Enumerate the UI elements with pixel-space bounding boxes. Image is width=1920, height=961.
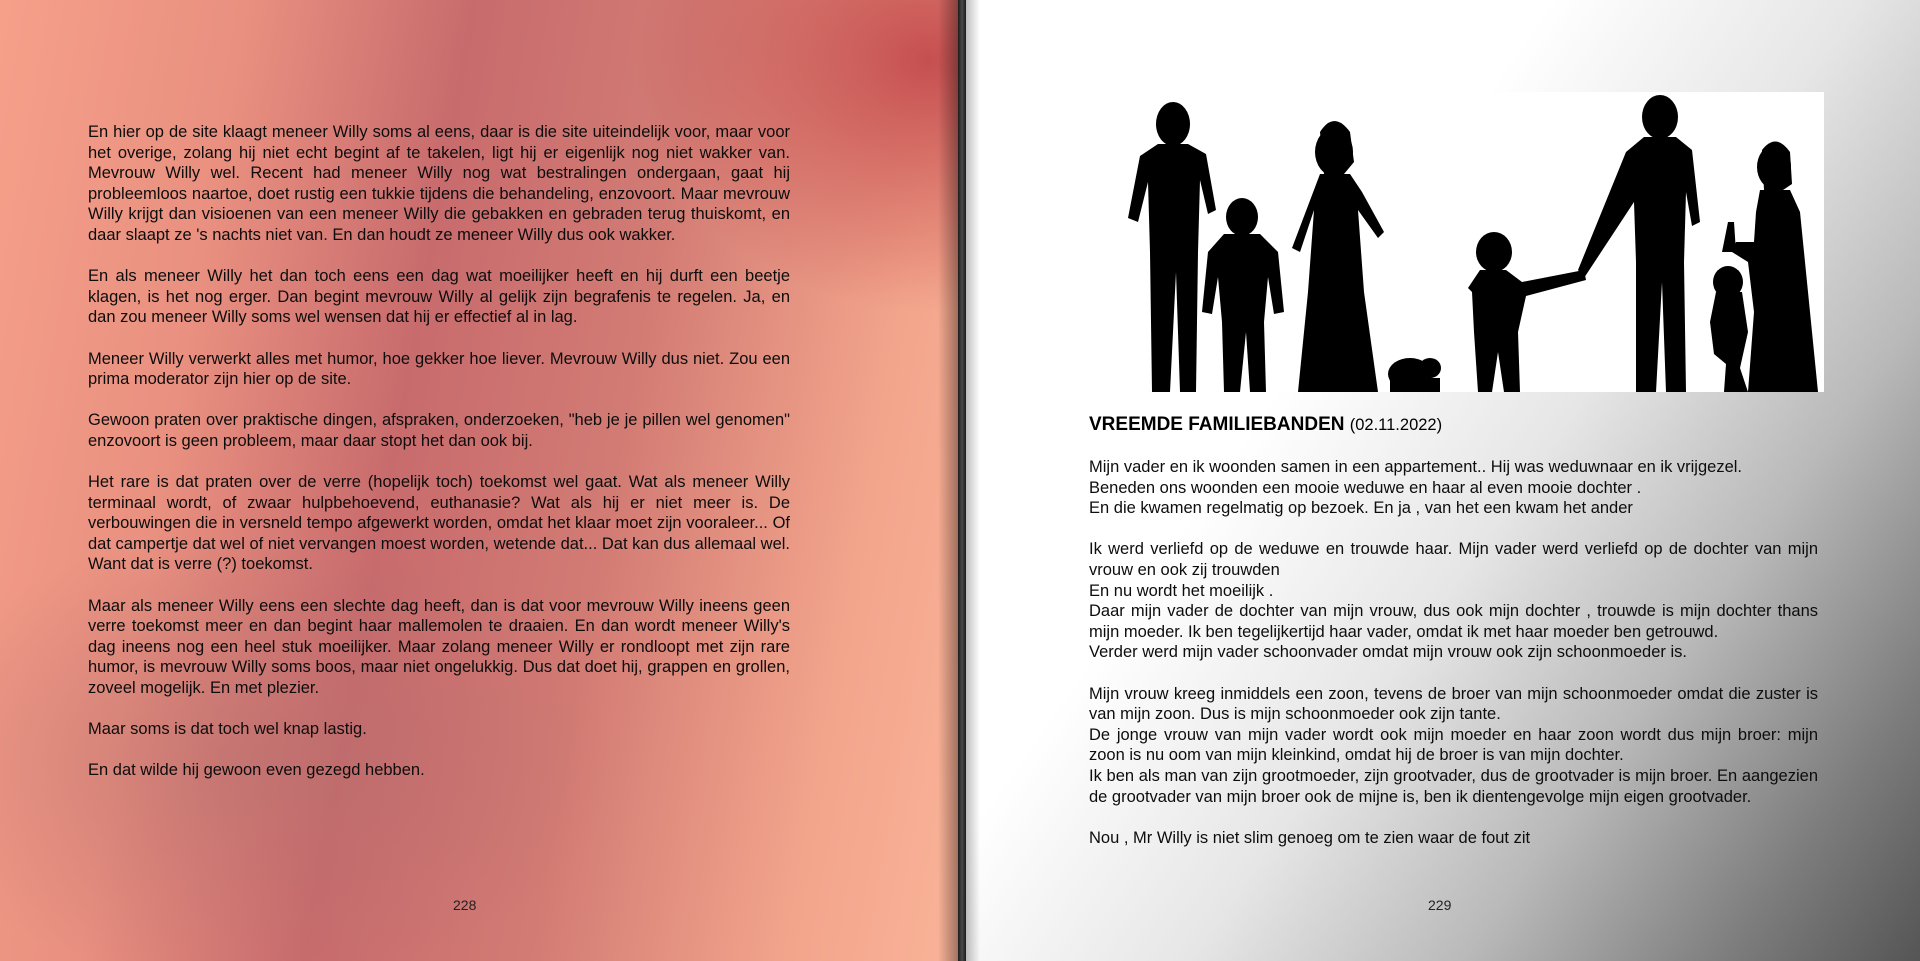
paragraph: Gewoon praten over praktische dingen, afspraken, onderzoeken, "heb je je pillen wel genomen" enzovoort is geen probleem, maar daar stopt het dan ook bij. bbox=[88, 411, 790, 450]
text-line: Daar mijn vader de dochter van mijn vrouw, dus ook mijn dochter , trouwde is mijn dochter thans mijn moeder. Ik ben tegelijkertijd haar vader, omdat ik met haar moeder ben getrouwd. bbox=[1089, 602, 1818, 641]
paragraph bbox=[1089, 457, 1818, 519]
paragraph: En hier op de site klaagt meneer Willy soms al eens, daar is die site uiteindelijk voor, maar voor het overige, zolang hij niet echt begint af te takelen, ligt hij er eigenlijk nog niet wakker van. Mevrouw Willy wel. Recent had meneer Willy nog wat bestralingen ondergaan, gaat hij probleemloos naartoe, doet rustig een tukkie tijdens die behandeling, enzovoort. Maar mevrouw Willy krijgt dan visioenen van een meneer Willy die gebakken en gebraden terug thuiskomt, en daar slaapt ze 's nachts niet van. En dan houdt ze meneer Willy dus ook wakker. bbox=[88, 123, 790, 244]
paragraph bbox=[1089, 539, 1818, 663]
paragraph: En dat wilde hij gewoon even gezegd hebben. bbox=[88, 761, 425, 780]
text-line: Mijn vader en ik woonden samen in een appartement.. Hij was weduwnaar en ik vrijgezel. bbox=[1089, 458, 1743, 476]
right-page-text bbox=[1089, 457, 1818, 869]
text-line: Nou , Mr Willy is niet slim genoeg om te zien waar de fout zit bbox=[1089, 828, 1531, 847]
paragraph: Maar als meneer Willy eens een slechte dag heeft, dan is dat voor mevrouw Willy ineens geen verre toekomst meer en dan begint haar mallemolen te draaien. En dan wordt meneer Willy's dag ineens nog een heel stuk moeilijker. Maar zolang meneer Willy er rondloopt met zijn rare humor, is mevrouw Willy soms boos, maar niet ongelukkig. Dus dat doet hij, grappen en grollen, zoveel mogelijk. En met plezier. bbox=[88, 596, 790, 698]
text-line: Ik werd verliefd op de weduwe en trouwde haar. Mijn vader werd verliefd op de dochter van mijn vrouw en ook zij trouwden bbox=[1089, 540, 1818, 579]
article-heading bbox=[1089, 414, 1442, 436]
article-title: VREEMDE FAMILIEBANDEN bbox=[1089, 414, 1345, 435]
book-spine bbox=[958, 0, 966, 961]
family-silhouette-illustration bbox=[1088, 92, 1824, 392]
paragraph bbox=[1089, 828, 1818, 849]
paragraph bbox=[1089, 684, 1818, 808]
left-page-text bbox=[88, 122, 790, 802]
text-line: De jonge vrouw van mijn vader wordt ook mijn moeder en haar zoon wordt dus mijn broer: mijn zoon is nu oom van mijn kleinkind, omdat hij de broer is van mijn dochter. bbox=[1089, 725, 1818, 765]
text-line: Ik ben als man van zijn grootmoeder, zijn grootvader, dus de grootvader is mijn broer. En aangezien de grootvader van mijn broer ook de mijne is, ben ik dientengevolge mijn eigen grootvader. bbox=[1089, 766, 1818, 806]
left-page bbox=[0, 0, 958, 961]
paragraph: En als meneer Willy het dan toch eens een dag wat moeilijker heeft en hij durft een beetje klagen, is het nog erger. Dan begint mevrouw Willy al gelijk zijn begrafenis te regelen. Ja, en dan zou meneer Willy soms wel wensen dat hij er effectief al in lag. bbox=[88, 267, 790, 327]
text-line: En die kwamen regelmatig op bezoek. En ja , van het een kwam het ander bbox=[1089, 499, 1633, 518]
family-silhouette-image bbox=[1088, 92, 1824, 392]
text-line: Verder werd mijn vader schoonvader omdat mijn vrouw ook zijn schoonmoeder is. bbox=[1089, 643, 1687, 662]
right-page bbox=[966, 0, 1920, 961]
paragraph: Maar soms is dat toch wel knap lastig. bbox=[88, 720, 367, 739]
paragraph: Het rare is dat praten over de verre (hopelijk toch) toekomst wel gaat. Wat als meneer Willy terminaal wordt, of zwaar hulpbehoevend, euthanasie? Wat als hij er niet meer is. De verbouwingen die in versneld tempo afgewerkt worden, omdat het klaar moet zijn vooraleer... Of dat campertje dat wel of niet vervangen moest worden, wetende dat... Dat kan dus allemaal wel. Want dat is verre (?) toekomst. bbox=[88, 473, 790, 574]
text-line: Beneden ons woonden een mooie weduwe en haar al even mooie dochter . bbox=[1089, 478, 1642, 497]
text-line: En nu wordt het moeilijk . bbox=[1089, 581, 1274, 600]
page-number-left: 228 bbox=[453, 897, 477, 913]
text-line: Mijn vrouw kreeg inmiddels een zoon, tevens de broer van mijn schoonmoeder omdat die zuster is van mijn zoon. Dus is mijn schoonmoeder ook zijn tante. bbox=[1089, 684, 1818, 724]
paragraph: Meneer Willy verwerkt alles met humor, hoe gekker hoe liever. Mevrouw Willy dus niet. Zou een prima moderator zijn hier op de site. bbox=[88, 349, 790, 389]
page-number-right: 229 bbox=[1428, 897, 1452, 913]
article-date: (02.11.2022) bbox=[1349, 416, 1443, 434]
